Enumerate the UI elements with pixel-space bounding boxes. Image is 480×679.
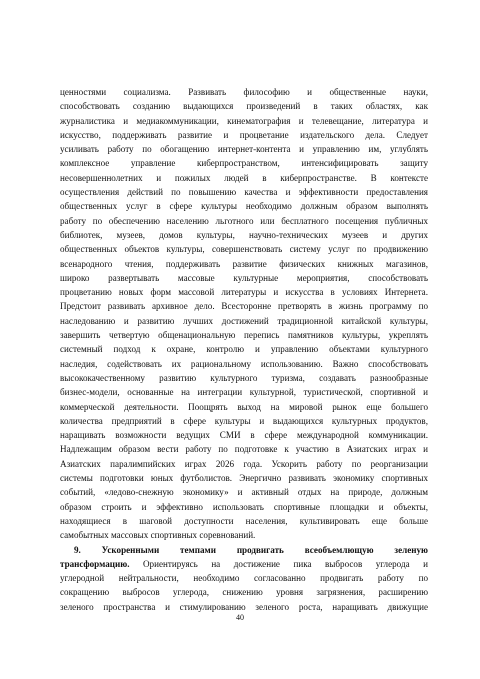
text-line: осуществления действий по повышению качества и эффективности предоставления [60,187,428,198]
section-heading: 9. Ускоренными темпами продвигать всеобъемлющую зеленую [74,544,428,555]
text-line: коммерческой деятельности. Поощрять выход на мировой рынок еще большего [60,401,428,412]
text-line: самобытных массовых спортивных соревнований. [60,530,256,541]
section-heading-bold: трансформацию. [60,558,130,569]
text-line: наращивать возможности ведущих СМИ в сфере международной коммуникации. [60,430,428,441]
text-line: способствовать созданию выдающихся произведений в таких областях, как [60,101,428,112]
text-line: системы подготовки юных футболистов. Энергично развивать экономику спортивных [60,473,428,484]
text-line: всенародного чтения, поддерживать развитие физических книжных магазинов, [60,258,428,269]
text-line: несовершеннолетних и пожилых людей в киберпространстве. В контексте [60,172,428,183]
text-line: Азиатских паралимпийских играх 2026 года. Ускорить работу по реорганизации [60,458,428,469]
text-line: событий, «ледово-снежную экономику» и активный отдых на природе, должным [60,487,428,498]
text-line: образом строить и эффективно использовать спортивные площадки и объекты, [60,501,428,512]
text-line: количества предприятий в сфере культуры и выдающихся культурных продуктов, [60,415,428,426]
text-line: ценностями социализма. Развивать философию и общественные науки, [60,87,428,97]
section-heading-continuation [60,557,428,571]
text-line: высококачественному развитию культурного туризма, создавать разнообразные [60,372,428,383]
text-line: общественных объектов культуры, совершенствовать систему услуг по продвижению [60,244,428,255]
page-number: 40 [236,613,244,622]
text-line: углеродной нейтральности, необходимо согласованно продвигать работу по [60,573,428,584]
text-line: процветанию новых форм массовой литературы и искусства в условиях Интернета. [60,287,428,298]
text-line: системный подход к охране, контролю и управлению объектами культурного [60,344,428,355]
text-line: Надлежащим образом вести работу по подготовке к участию в Азиатских играх и [60,444,428,455]
text-line: усиливать работу по обогащению интернет-контента и управлению им, углублять [60,144,428,155]
text-line: работу по обеспечению населению льготного или бесплатного посещения публичных [60,215,428,226]
text-line: журналистика и медиакоммуникации, кинематография и телевещание, литература и [60,115,428,126]
text-line: искусство, поддерживать развитие и процветание издательского дела. Следует [60,129,428,140]
text-line: наследия, содействовать их рациональному использованию. Важно способствовать [60,358,428,369]
text-line: библиотек, музеев, домов культуры, научно-технических музеев и других [60,229,428,240]
section-text: Ориентируясь на достижение пика выбросов углерода и [129,558,428,569]
text-line: комплексное управление киберпространством, интенсифицировать защиту [60,158,428,169]
text-line: широко развертывать массовые культурные мероприятия, способствовать [60,272,428,283]
text-line: общественных услуг в сфере культуры необходимо должным образом выполнять [60,201,428,212]
text-line: наследованию и развитию лучших достижений традиционной китайской культуры, [60,315,428,326]
text-line: завершить четвертую общенациональную перепись памятников культуры, укреплять [60,330,428,341]
text-line: зеленого пространства и стимулированию зеленого роста, наращивать движущие [60,601,428,612]
text-line: сокращению выбросов углерода, снижению уровня загрязнения, расширению [60,587,428,598]
text-line: находящиеся в шаговой доступности населения, культивировать еще больше [60,515,428,526]
body-text [60,85,428,614]
text-line: Предстоит развивать архивное дело. Всесторонне претворять в жизнь программу по [60,301,428,312]
text-line: бизнес-модели, основанные на интеграции культурной, туристической, спортивной и [60,387,428,398]
